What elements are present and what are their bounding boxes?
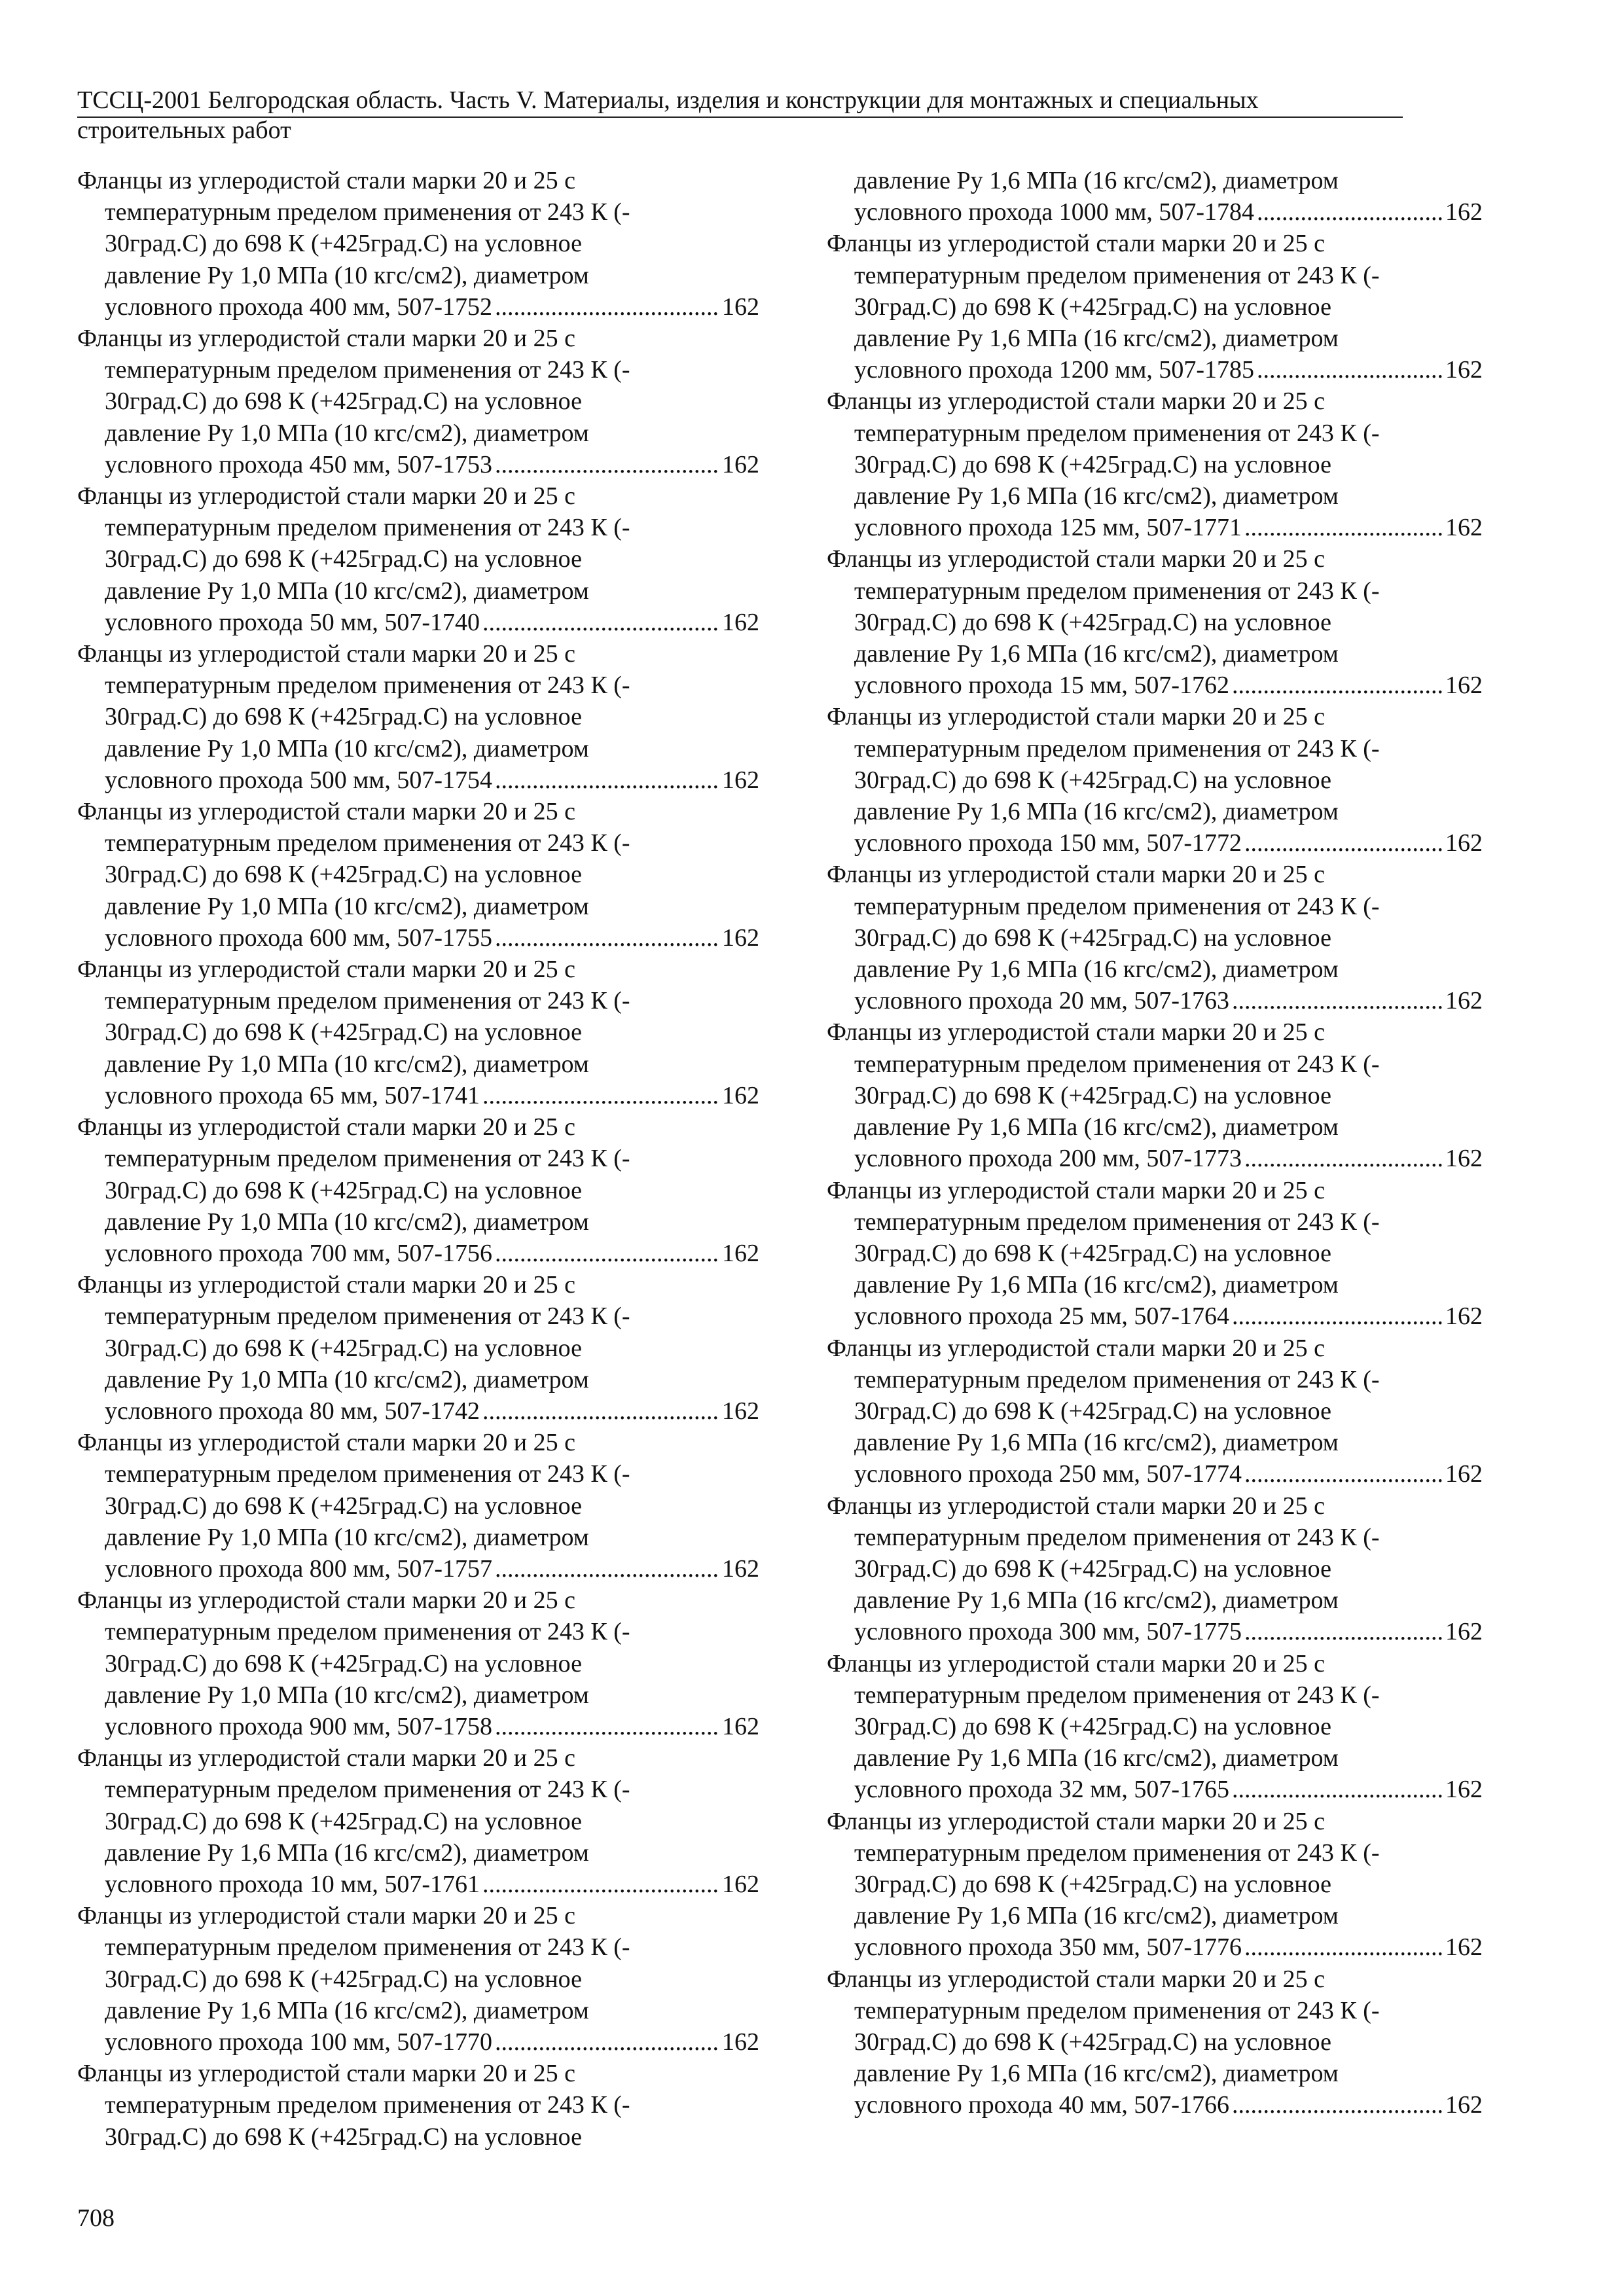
dot-leader — [1232, 670, 1443, 701]
entry-line: условного прохода 80 мм, 507-1742 — [105, 1397, 480, 1425]
dot-leader — [1244, 1458, 1443, 1490]
entry-page-number: 162 — [1445, 198, 1483, 226]
entry-page-number: 162 — [1445, 514, 1483, 542]
entry-title-line: Фланцы из углеродистой стали марки 20 и 25 с — [827, 387, 1325, 416]
dot-leader — [482, 1869, 719, 1900]
entry-line: температурным пределом применения от 243 К (- — [854, 577, 1380, 605]
entry-line: 30град.С) до 698 К (+425град.С) на условное — [854, 924, 1331, 952]
dot-leader — [495, 449, 719, 480]
entry-line: 30град.С) до 698 К (+425град.С) на условное — [854, 1081, 1331, 1109]
entry-line: температурным пределом применения от 243 К (- — [854, 892, 1380, 920]
entry-line: давление Ру 1,0 МПа (10 кгс/см2), диаметром — [105, 1365, 589, 1393]
dot-leader — [1244, 1931, 1443, 1963]
entry-title-line: Фланцы из углеродистой стали марки 20 и 25 с — [827, 1492, 1325, 1520]
entry-line: температурным пределом применения от 243 К (- — [854, 1839, 1380, 1867]
header-rule — [77, 117, 1403, 118]
entry-line: 30град.С) до 698 К (+425град.С) на условное — [105, 1649, 582, 1677]
entry-line: давление Ру 1,6 МПа (16 кгс/см2), диаметром — [854, 798, 1339, 826]
dot-leader — [1244, 827, 1443, 859]
entry-line: температурным пределом применения от 243 К (- — [854, 261, 1380, 289]
entry-line: 30град.С) до 698 К (+425град.С) на условное — [854, 1554, 1331, 1583]
page-number: 708 — [77, 2204, 115, 2232]
entry-line: условного прохода 600 мм, 507-1755 — [105, 924, 493, 952]
entry-last-line — [827, 2089, 1483, 2121]
index-entry — [827, 1490, 1481, 1648]
index-entry — [827, 859, 1481, 1016]
entry-page-number: 162 — [1445, 1302, 1483, 1331]
entry-line: температурным пределом применения от 243 К (- — [854, 734, 1380, 762]
entry-page-number: 162 — [722, 1081, 759, 1109]
entry-line: 30град.С) до 698 К (+425град.С) на условное — [105, 387, 582, 416]
entry-line: температурным пределом применения от 243 К (- — [105, 356, 630, 384]
entry-line: давление Ру 1,6 МПа (16 кгс/см2), диаметром — [105, 1839, 589, 1867]
entry-page-number: 162 — [1445, 672, 1483, 700]
dot-leader — [495, 1553, 719, 1585]
index-entry — [77, 796, 759, 954]
entry-page-number: 162 — [722, 608, 759, 636]
entry-last-line — [77, 2026, 759, 2058]
entry-line: условного прохода 1000 мм, 507-1784 — [854, 198, 1255, 226]
entry-last-line — [77, 1711, 759, 1742]
dot-leader — [495, 922, 719, 954]
entry-title-line: Фланцы из углеродистой стали марки 20 и 25 с — [77, 1744, 575, 1772]
entry-line: температурным пределом применения от 243 К (- — [105, 672, 630, 700]
entry-line: 30град.С) до 698 К (+425град.С) на условное — [105, 861, 582, 889]
entry-line: давление Ру 1,6 МПа (16 кгс/см2), диаметром — [854, 956, 1339, 984]
entry-line: 30град.С) до 698 К (+425град.С) на условное — [105, 1018, 582, 1047]
entry-line: 30град.С) до 698 К (+425град.С) на условное — [105, 1492, 582, 1520]
entry-line: давление Ру 1,0 МПа (10 кгс/см2), диаметром — [105, 892, 589, 920]
index-entry — [77, 1427, 759, 1585]
index-entry-continued — [827, 165, 1481, 228]
entry-line: условного прохода 700 мм, 507-1756 — [105, 1239, 493, 1267]
dot-leader — [1232, 2089, 1443, 2121]
entry-line: давление Ру 1,6 МПа (16 кгс/см2), диаметром — [854, 1113, 1339, 1141]
entry-line: температурным пределом применения от 243 К (- — [105, 987, 630, 1015]
index-entry — [827, 1333, 1481, 1490]
dot-leader — [495, 291, 719, 323]
entry-line: давление Ру 1,6 МПа (16 кгс/см2), диаметром — [854, 1271, 1339, 1299]
entry-page-number: 162 — [722, 1554, 759, 1583]
entry-line: 30град.С) до 698 К (+425град.С) на условное — [854, 2028, 1331, 2056]
entry-line: температурным пределом применения от 243 К (- — [105, 1145, 630, 1173]
index-entry — [827, 701, 1481, 859]
entry-last-line — [77, 1553, 759, 1585]
entry-title-line: Фланцы из углеродистой стали марки 20 и 25 с — [77, 2060, 575, 2088]
entry-last-line — [827, 985, 1483, 1016]
entry-line: условного прохода 32 мм, 507-1765 — [854, 1776, 1230, 1804]
entry-last-line — [827, 512, 1483, 543]
index-entry — [827, 386, 1481, 543]
entry-line: температурным пределом применения от 243 К (- — [105, 198, 630, 226]
entry-line: 30град.С) до 698 К (+425град.С) на условное — [854, 1712, 1331, 1740]
entry-line: условного прохода 800 мм, 507-1757 — [105, 1554, 493, 1583]
dot-leader — [482, 607, 719, 638]
entry-line: давление Ру 1,0 МПа (10 кгс/см2), диаметром — [105, 1208, 589, 1236]
header-title-line1: ТССЦ-2001 Белгородская область. Часть V. Материалы, изделия и конструкции для монтажных и специальных — [77, 86, 1259, 114]
entry-line: давление Ру 1,0 МПа (10 кгс/см2), диаметром — [105, 1523, 589, 1551]
entry-page-number: 162 — [1445, 1776, 1483, 1804]
entry-line: давление Ру 1,6 МПа (16 кгс/см2), диаметром — [854, 1902, 1339, 1930]
entry-title-line: Фланцы из углеродистой стали марки 20 и 25 с — [827, 545, 1325, 573]
index-entry — [827, 228, 1481, 386]
index-entry — [827, 1016, 1481, 1174]
dot-leader — [482, 1080, 719, 1111]
entry-title-line: Фланцы из углеродистой стали марки 20 и 25 с — [77, 798, 575, 826]
entry-line: условного прохода 300 мм, 507-1775 — [854, 1618, 1242, 1646]
entry-line: температурным пределом применения от 243 К (- — [105, 1933, 630, 1962]
entry-line: температурным пределом применения от 243 К (- — [854, 1681, 1380, 1709]
entry-line: температурным пределом применения от 243 К (- — [854, 1365, 1380, 1393]
index-entry — [77, 323, 759, 480]
entry-last-line — [827, 196, 1483, 228]
entry-line: 30град.С) до 698 К (+425град.С) на условное — [854, 766, 1331, 794]
entry-line: давление Ру 1,0 МПа (10 кгс/см2), диаметром — [105, 1681, 589, 1709]
entry-line: 30град.С) до 698 К (+425град.С) на условное — [105, 1334, 582, 1362]
index-entry — [827, 1806, 1481, 1964]
entry-line: условного прохода 250 мм, 507-1774 — [854, 1460, 1242, 1488]
dot-leader — [1232, 1774, 1443, 1805]
entry-line: температурным пределом применения от 243 К (- — [854, 1208, 1380, 1236]
index-entry — [77, 480, 759, 638]
entry-line: условного прохода 40 мм, 507-1766 — [854, 2091, 1230, 2119]
entry-title-line: Фланцы из углеродистой стали марки 20 и 25 с — [827, 1649, 1325, 1677]
index-entry — [827, 1964, 1481, 2121]
entry-title-line: Фланцы из углеродистой стали марки 20 и 25 с — [77, 1902, 575, 1930]
dot-leader — [1232, 1300, 1443, 1332]
entry-last-line — [77, 1238, 759, 1269]
left-index-column — [77, 165, 759, 2153]
entry-line: 30град.С) до 698 К (+425град.С) на условное — [105, 703, 582, 731]
dot-leader — [495, 764, 719, 796]
entry-page-number: 162 — [722, 1397, 759, 1425]
entry-line: условного прохода 450 мм, 507-1753 — [105, 450, 493, 478]
entry-last-line — [77, 922, 759, 954]
entry-line: условного прохода 10 мм, 507-1761 — [105, 1870, 480, 1898]
entry-line: 30град.С) до 698 К (+425град.С) на условное — [854, 1397, 1331, 1425]
entry-line: температурным пределом применения от 243 К (- — [105, 1460, 630, 1488]
entry-title-line: Фланцы из углеродистой стали марки 20 и 25 с — [827, 703, 1325, 731]
entry-page-number: 162 — [1445, 1145, 1483, 1173]
entry-line: 30град.С) до 698 К (+425град.С) на условное — [105, 2123, 582, 2151]
entry-page-number: 162 — [1445, 356, 1483, 384]
index-entry — [77, 1269, 759, 1427]
entry-line: температурным пределом применения от 243 К (- — [854, 1523, 1380, 1551]
entry-page-number: 162 — [722, 766, 759, 794]
entry-line: давление Ру 1,0 МПа (10 кгс/см2), диаметром — [105, 734, 589, 762]
entry-line: давление Ру 1,6 МПа (16 кгс/см2), диаметром — [854, 2060, 1339, 2088]
entry-line: 30град.С) до 698 К (+425град.С) на условное — [105, 1176, 582, 1204]
entry-line: условного прохода 1200 мм, 507-1785 — [854, 356, 1255, 384]
dot-leader — [495, 2026, 719, 2058]
entry-page-number: 162 — [1445, 829, 1483, 857]
entry-line: давление Ру 1,6 МПа (16 кгс/см2), диаметром — [854, 1587, 1339, 1615]
entry-line: давление Ру 1,6 МПа (16 кгс/см2), диаметром — [854, 1744, 1339, 1772]
entry-title-line: Фланцы из углеродистой стали марки 20 и 25 с — [827, 1334, 1325, 1362]
dot-leader — [1244, 512, 1443, 543]
entry-title-line: Фланцы из углеродистой стали марки 20 и 25 с — [77, 1429, 575, 1457]
entry-title-line: Фланцы из углеродистой стали марки 20 и 25 с — [77, 1587, 575, 1615]
entry-line: условного прохода 125 мм, 507-1771 — [854, 514, 1242, 542]
entry-line: условного прохода 100 мм, 507-1770 — [105, 2028, 493, 2056]
entry-line: давление Ру 1,6 МПа (16 кгс/см2), диаметром — [854, 167, 1339, 194]
entry-page-number: 162 — [722, 1239, 759, 1267]
entry-line: температурным пределом применения от 243 К (- — [854, 1996, 1380, 2024]
entry-title-line: Фланцы из углеродистой стали марки 20 и 25 с — [77, 956, 575, 984]
index-entry — [827, 1648, 1481, 1806]
entry-line: условного прохода 20 мм, 507-1763 — [854, 987, 1230, 1015]
entry-line: 30град.С) до 698 К (+425град.С) на условное — [105, 545, 582, 573]
entry-title-line: Фланцы из углеродистой стали марки 20 и 25 с — [827, 1018, 1325, 1047]
entry-last-line — [827, 1616, 1483, 1647]
entry-line: условного прохода 65 мм, 507-1741 — [105, 1081, 480, 1109]
entry-line: температурным пределом применения от 243 К (- — [854, 1050, 1380, 1078]
index-entry — [77, 165, 759, 323]
entry-page-number: 162 — [722, 1870, 759, 1898]
entry-line: условного прохода 500 мм, 507-1754 — [105, 766, 493, 794]
entry-line: условного прохода 400 мм, 507-1752 — [105, 293, 493, 321]
entry-line: давление Ру 1,0 МПа (10 кгс/см2), диаметром — [105, 419, 589, 447]
entry-title-line: Фланцы из углеродистой стали марки 20 и 25 с — [77, 1271, 575, 1299]
index-entry — [77, 1742, 759, 1900]
dot-leader — [1257, 196, 1443, 228]
index-entry — [827, 1175, 1481, 1333]
index-entry-partial — [77, 2058, 693, 2153]
header-title-line2: строительных работ — [77, 117, 291, 144]
entry-title-line: Фланцы из углеродистой стали марки 20 и 25 с — [77, 167, 575, 194]
entry-line: условного прохода 15 мм, 507-1762 — [854, 672, 1230, 700]
entry-last-line — [77, 449, 759, 480]
dot-leader — [1257, 354, 1443, 386]
entry-line: 30град.С) до 698 К (+425град.С) на условное — [854, 1870, 1331, 1898]
entry-page-number: 162 — [1445, 1460, 1483, 1488]
entry-line: давление Ру 1,6 МПа (16 кгс/см2), диаметром — [854, 482, 1339, 511]
entry-page-number: 162 — [722, 450, 759, 478]
entry-line: 30град.С) до 698 К (+425град.С) на условное — [105, 1807, 582, 1835]
entry-last-line — [77, 764, 759, 796]
entry-line: условного прохода 150 мм, 507-1772 — [854, 829, 1242, 857]
entry-page-number: 162 — [722, 293, 759, 321]
entry-line: 30град.С) до 698 К (+425град.С) на условное — [854, 450, 1331, 478]
entry-title-line: Фланцы из углеродистой стали марки 20 и 25 с — [827, 861, 1325, 889]
entry-line: 30град.С) до 698 К (+425град.С) на условное — [854, 608, 1331, 636]
entry-title-line: Фланцы из углеродистой стали марки 20 и 25 с — [77, 1113, 575, 1141]
dot-leader — [1244, 1616, 1443, 1647]
entry-line: 30град.С) до 698 К (+425град.С) на условное — [854, 1239, 1331, 1267]
entry-title-line: Фланцы из углеродистой стали марки 20 и 25 с — [77, 482, 575, 511]
entry-line: давление Ру 1,6 МПа (16 кгс/см2), диаметром — [105, 1996, 589, 2024]
entry-line: давление Ру 1,6 МПа (16 кгс/см2), диаметром — [854, 1429, 1339, 1457]
entry-last-line — [827, 1143, 1483, 1174]
entry-last-line — [827, 354, 1483, 386]
entry-line: 30град.С) до 698 К (+425град.С) на условное — [105, 1965, 582, 1993]
entry-title-line: Фланцы из углеродистой стали марки 20 и 25 с — [827, 1176, 1325, 1204]
index-entry — [77, 954, 759, 1111]
dot-leader — [1244, 1143, 1443, 1174]
entry-line: условного прохода 200 мм, 507-1773 — [854, 1145, 1242, 1173]
entry-line: давление Ру 1,0 МПа (10 кгс/см2), диаметром — [105, 577, 589, 605]
entry-last-line — [827, 827, 1483, 859]
entry-line: температурным пределом применения от 243 К (- — [105, 514, 630, 542]
entry-page-number: 162 — [722, 924, 759, 952]
entry-last-line — [827, 1931, 1483, 1963]
index-entry — [77, 638, 759, 796]
entry-title-line: Фланцы из углеродистой стали марки 20 и 25 с — [827, 230, 1325, 258]
entry-last-line — [827, 1300, 1483, 1332]
entry-last-line — [77, 1869, 759, 1900]
entry-last-line — [827, 1774, 1483, 1805]
page-header — [77, 85, 1403, 145]
entry-line: температурным пределом применения от 243 К (- — [105, 1618, 630, 1646]
dot-leader — [482, 1395, 719, 1427]
entry-page-number: 162 — [1445, 1618, 1483, 1646]
entry-last-line — [827, 1458, 1483, 1490]
index-entry — [77, 1585, 759, 1742]
entry-line: температурным пределом применения от 243 К (- — [105, 829, 630, 857]
entry-line: давление Ру 1,0 МПа (10 кгс/см2), диаметром — [105, 1050, 589, 1078]
entry-title-line: Фланцы из углеродистой стали марки 20 и 25 с — [77, 640, 575, 668]
entry-last-line — [77, 1080, 759, 1111]
entry-line: 30град.С) до 698 К (+425град.С) на условное — [105, 230, 582, 258]
entry-line: условного прохода 900 мм, 507-1758 — [105, 1712, 493, 1740]
entry-last-line — [77, 607, 759, 638]
entry-line: условного прохода 50 мм, 507-1740 — [105, 608, 480, 636]
entry-page-number: 162 — [1445, 2091, 1483, 2119]
entry-page-number: 162 — [722, 1712, 759, 1740]
index-entry — [827, 543, 1481, 701]
entry-line: температурным пределом применения от 243 К (- — [105, 1776, 630, 1804]
entry-line: температурным пределом применения от 243 К (- — [105, 2091, 630, 2119]
entry-title-line: Фланцы из углеродистой стали марки 20 и 25 с — [827, 1807, 1325, 1835]
dot-leader — [495, 1711, 719, 1742]
index-entry — [77, 1111, 759, 1269]
right-index-column — [827, 165, 1481, 2121]
index-entry — [77, 1900, 759, 2058]
entry-line: 30град.С) до 698 К (+425град.С) на условное — [854, 293, 1331, 321]
entry-line: температурным пределом применения от 243 К (- — [854, 419, 1380, 447]
entry-line: давление Ру 1,0 МПа (10 кгс/см2), диаметром — [105, 261, 589, 289]
entry-page-number: 162 — [1445, 1933, 1483, 1962]
entry-page-number: 162 — [722, 2028, 759, 2056]
entry-line: температурным пределом применения от 243 К (- — [105, 1302, 630, 1331]
entry-page-number: 162 — [1445, 987, 1483, 1015]
entry-line: условного прохода 25 мм, 507-1764 — [854, 1302, 1230, 1331]
entry-last-line — [77, 291, 759, 323]
entry-title-line: Фланцы из углеродистой стали марки 20 и 25 с — [827, 1965, 1325, 1993]
entry-line: давление Ру 1,6 МПа (16 кгс/см2), диаметром — [854, 325, 1339, 353]
entry-line: условного прохода 350 мм, 507-1776 — [854, 1933, 1242, 1962]
dot-leader — [1232, 985, 1443, 1016]
entry-line: давление Ру 1,6 МПа (16 кгс/см2), диаметром — [854, 640, 1339, 668]
entry-last-line — [77, 1395, 759, 1427]
dot-leader — [495, 1238, 719, 1269]
entry-title-line: Фланцы из углеродистой стали марки 20 и 25 с — [77, 325, 575, 353]
entry-last-line — [827, 670, 1483, 701]
